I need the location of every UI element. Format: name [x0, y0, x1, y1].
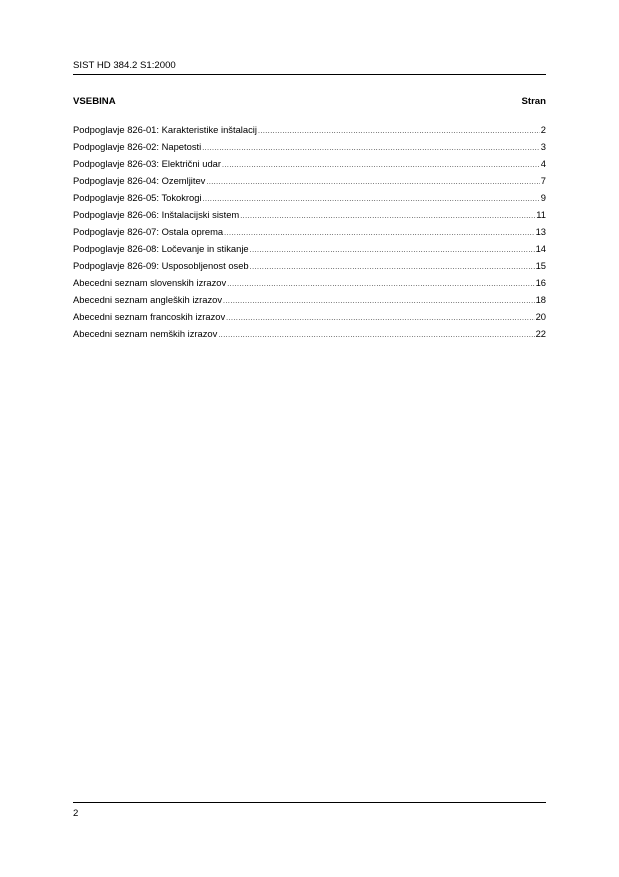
- toc-dot-leader: [218, 325, 534, 344]
- toc-entry[interactable]: [73, 155, 546, 172]
- toc-entry[interactable]: [73, 257, 546, 274]
- toc-entry-page: 18: [535, 294, 546, 305]
- toc-entry-title: Podpoglavje 826-02: Napetosti: [73, 141, 202, 152]
- document-header-id: SIST HD 384.2 S1:2000: [73, 60, 176, 71]
- toc-entry-title: Abecedni seznam slovenskih izrazov: [73, 277, 227, 288]
- toc-entry-page: 20: [535, 311, 546, 322]
- toc-entry-title: Abecedni seznam francoskih izrazov: [73, 311, 226, 322]
- toc-entry-title: Podpoglavje 826-07: Ostala oprema: [73, 226, 224, 237]
- toc-entry-page: 15: [535, 260, 546, 271]
- toc-entry-title: Podpoglavje 826-09: Usposobljenost oseb: [73, 260, 249, 271]
- toc-entry-title: Abecedni seznam nemških izrazov: [73, 328, 218, 339]
- toc-heading: VSEBINA: [73, 96, 116, 107]
- toc-entry[interactable]: [73, 223, 546, 240]
- header-divider: [73, 74, 546, 75]
- toc-entry[interactable]: [73, 189, 546, 206]
- toc-entry-page: 22: [535, 328, 546, 339]
- toc-entry[interactable]: [73, 121, 546, 138]
- toc-entry-page: 4: [540, 158, 546, 169]
- toc-entry-page: 14: [535, 243, 546, 254]
- footer-divider: [73, 802, 546, 803]
- toc-entry-title: Podpoglavje 826-05: Tokokrogi: [73, 192, 202, 203]
- toc-entry-title: Podpoglavje 826-08: Ločevanje in stikanje: [73, 243, 249, 254]
- toc-entry[interactable]: [73, 325, 546, 342]
- toc-heading-row: [73, 94, 546, 110]
- table-of-contents: [73, 121, 546, 342]
- toc-entry-page: 13: [535, 226, 546, 237]
- toc-entry[interactable]: [73, 291, 546, 308]
- toc-entry-title: Podpoglavje 826-01: Karakteristike inštalacij: [73, 124, 257, 135]
- toc-entry-page: 2: [540, 124, 546, 135]
- toc-entry[interactable]: [73, 138, 546, 155]
- toc-entry[interactable]: [73, 274, 546, 291]
- toc-entry-title: Podpoglavje 826-03: Električni udar: [73, 158, 222, 169]
- toc-entry-title: Podpoglavje 826-04: Ozemljitev: [73, 175, 206, 186]
- toc-entry[interactable]: [73, 240, 546, 257]
- toc-entry-title: Podpoglavje 826-06: Inštalacijski sistem: [73, 209, 240, 220]
- toc-entry-page: 16: [535, 277, 546, 288]
- toc-entry-page: 3: [540, 141, 546, 152]
- toc-entry[interactable]: [73, 206, 546, 223]
- toc-entry-page: 7: [540, 175, 546, 186]
- toc-entry-title: Abecedni seznam angleških izrazov: [73, 294, 223, 305]
- toc-entry[interactable]: [73, 308, 546, 325]
- toc-entry-page: 11: [536, 209, 546, 220]
- toc-entry-page: 9: [540, 192, 546, 203]
- toc-page-column-heading: Stran: [521, 96, 546, 107]
- toc-entry[interactable]: [73, 172, 546, 189]
- page-number: 2: [73, 808, 79, 819]
